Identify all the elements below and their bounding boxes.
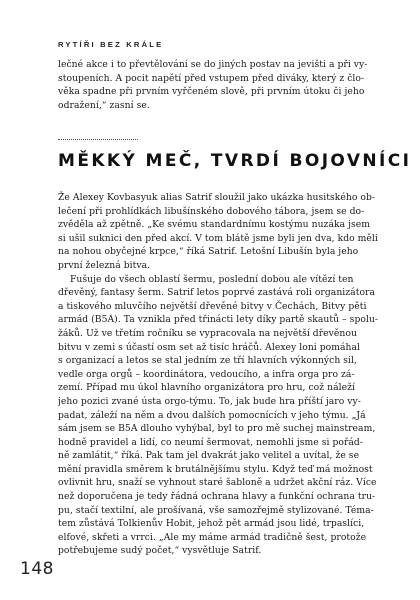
text-line: odražení,“ zasní se.	[58, 99, 150, 111]
page-number: 148	[20, 559, 54, 579]
text-line: mění pravidla směrem k brutálnějšímu stylu. Když teď má možnost	[58, 463, 373, 475]
text-line: armád (B5A). Ta vznikla před třinácti lety díky partě skautů – spolu-	[58, 314, 379, 326]
text-line: elfové, skřeti a vrrci. „Ale my máme armád tradičně šest, protože	[58, 531, 367, 543]
section-divider	[58, 139, 138, 140]
text-line: Že Alexey Kovbasyuk alias Satrif sloužil jako ukázka husitského ob-	[58, 192, 376, 203]
text-line: bitvu v zemi s účastí osm set až tisíc hráčů. Alexey loni pomáhal	[58, 341, 361, 353]
text-line: ně zamlátit,“ říká. Pak tam jel dvakrát jako velitel a uvítal, že se	[58, 450, 360, 462]
text-line: na nohou obyčejné krpce,“ říká Satrif. Letošní Libušín byla jeho	[58, 246, 359, 258]
text-line: sám jsem se B5A dlouho vyhýbal, byl to pro mě suchej mainstream,	[58, 423, 376, 435]
text-line: dřevěný, fantasy šerm. Satrif letos poprvé zastává roli organizátora	[58, 287, 375, 299]
text-line: vedle orga orgů – koordinátora, vedoucího, a infra orga pro zá-	[58, 368, 355, 380]
section-heading: MĚKKÝ MEČ, TVRDÍ BOJOVNÍCI	[58, 151, 412, 171]
text-line: než doporučena je tedy řádná ochrana hlavy a funkční ochrana tru-	[58, 491, 376, 503]
text-line: první železná bitva.	[58, 259, 151, 271]
running-head: RYTÍŘI BEZ KRÁLE	[58, 40, 164, 49]
intro-paragraph	[58, 58, 380, 112]
text-line: lečné akce i to převtělování se do jiných postav na jevišti a při vy-	[58, 59, 368, 70]
text-line: stoupeních. A pocit napětí před vstupem před diváky, který z člo-	[58, 72, 365, 84]
text-line: s organizací a letos se stal jedním ze tří hlavních výkonných sil,	[58, 355, 357, 367]
text-line: zvěděla až zpětně. „Ke svému standardnímu kostýmu nuzáka jsem	[58, 219, 370, 231]
text-line: pu, stačí textilní, ale prošívaná, vše samozřejmě stylizované. Téma-	[58, 504, 374, 516]
text-line: žáků. Už ve třetím ročníku se vypracovala na největší dřevěnou	[58, 327, 357, 339]
text-line: potřebujeme sudý počet,“ vysvětluje Satrif.	[58, 545, 262, 557]
text-line: ovlivnit hru, snaží se vyhnout staré šabloně a udržet akční ráz. Více	[58, 477, 377, 489]
text-line: jeho pozici zvané ústa orgo-týmu. To, jak bude hra příští jaro vy-	[58, 395, 361, 407]
text-line: Fušuje do všech oblastí šermu, poslední dobou ale vítězí ten	[70, 273, 354, 285]
body-text	[58, 191, 380, 558]
text-line: tem zůstává Tolkienův Hobit, jehož pět armád jsou lidé, trpaslíci,	[58, 518, 365, 530]
text-line: a tiskového mluvčího největší dřevěné bitvy v Čechách, Bitvy pěti	[58, 300, 367, 312]
text-line: věka spadne při prvním vyřčeném slově, při prvním útoku či jeho	[58, 86, 365, 98]
text-line: lečení při prohlídkách libušínského dobového tábora, jsem se do-	[58, 205, 365, 217]
text-line: zemí. Případ mu úkol hlavního organizátora pro hru, což náleží	[58, 382, 355, 394]
text-line: padat, záleží na něm a dvou dalších pomocnících v jeho týmu. „Já	[58, 409, 366, 421]
text-line: hodně pravidel a lidí, co neumí šermovat, nemohli jsme si pořád-	[58, 436, 364, 448]
text-line: si ušil suknici den před akcí. V tom blátě jsme byli jen dva, kdo měli	[58, 232, 378, 244]
